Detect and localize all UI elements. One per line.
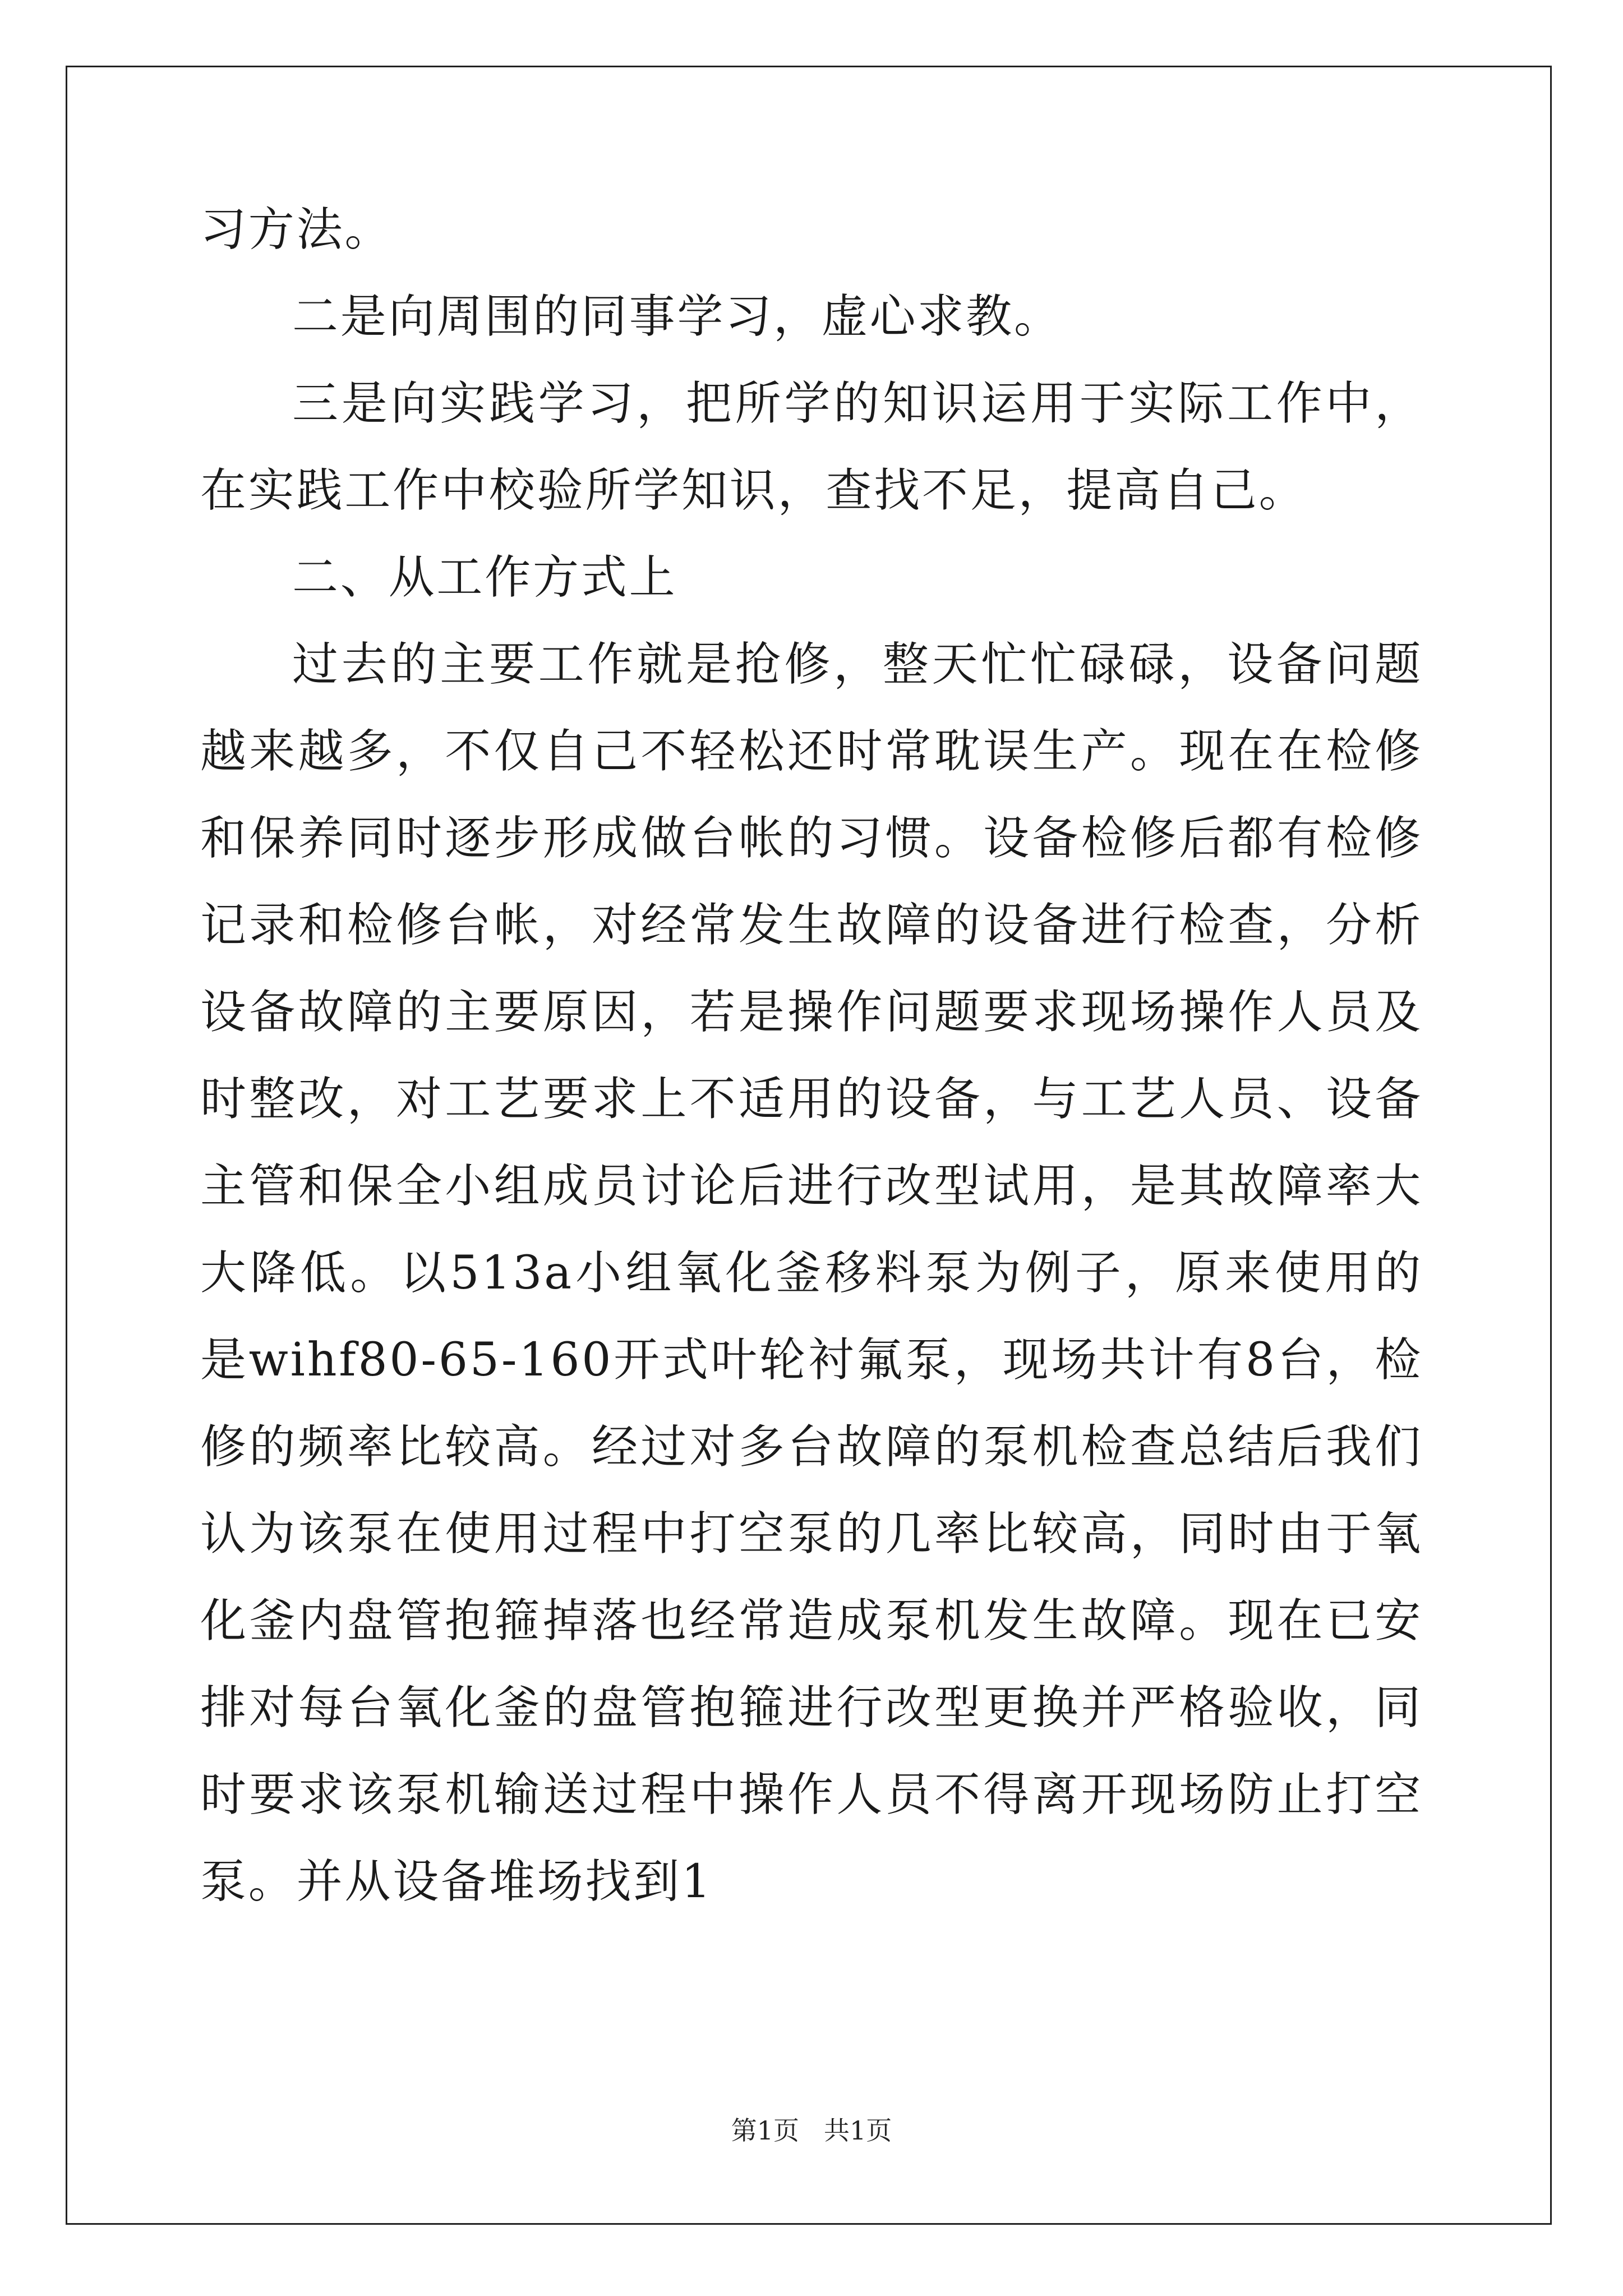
paragraph: 过去的主要工作就是抢修，整天忙忙碌碌，设备问题越来越多，不仅自己不轻松还时常耽误生产。现在在检修和保养同时逐步形成做台帐的习惯。设备检修后都有检修记录和检修台帐，对经常发生故障的设备进行检查，分析设备故障的主要原因，若是操作问题要求现场操作人员及时整改，对工艺要求上不适用的设备，与工艺人员、设备主管和保全小组成员讨论后进行改型试用，是其故障率大大降低。以513a小组氧化釜移料泵为例子，原来使用的是wihf80-65-160开式叶轮衬氟泵，现场共计有8台，检修的频率比较高。经过对多台故障的泵机检查总结后我们认为该泵在使用过程中打空泵的几率比较高，同时由于氧化釜内盘管抱箍掉落也经常造成泵机发生故障。现在已安排对每台氧化釜的盘管抱箍进行改型更换并严格验收，同时要求该泵机输送过程中操作人员不得离开现场防止打空泵。并从设备堆场找到1	[200, 638, 1423, 1908]
paragraph: 习方法。	[200, 203, 393, 256]
document-body	[200, 186, 1423, 1925]
page-footer	[0, 2110, 1623, 2147]
page-number: 第1页	[731, 2115, 800, 2146]
paragraph: 三是向实践学习，把所学的知识运用于实际工作中，在实践工作中校验所学知识，查找不足，提高自己。	[200, 377, 1423, 517]
paragraph: 二是向周围的同事学习，虚心求教。	[292, 290, 1062, 343]
page-total: 共1页	[823, 2115, 892, 2146]
section-heading: 二、从工作方式上	[292, 551, 677, 604]
